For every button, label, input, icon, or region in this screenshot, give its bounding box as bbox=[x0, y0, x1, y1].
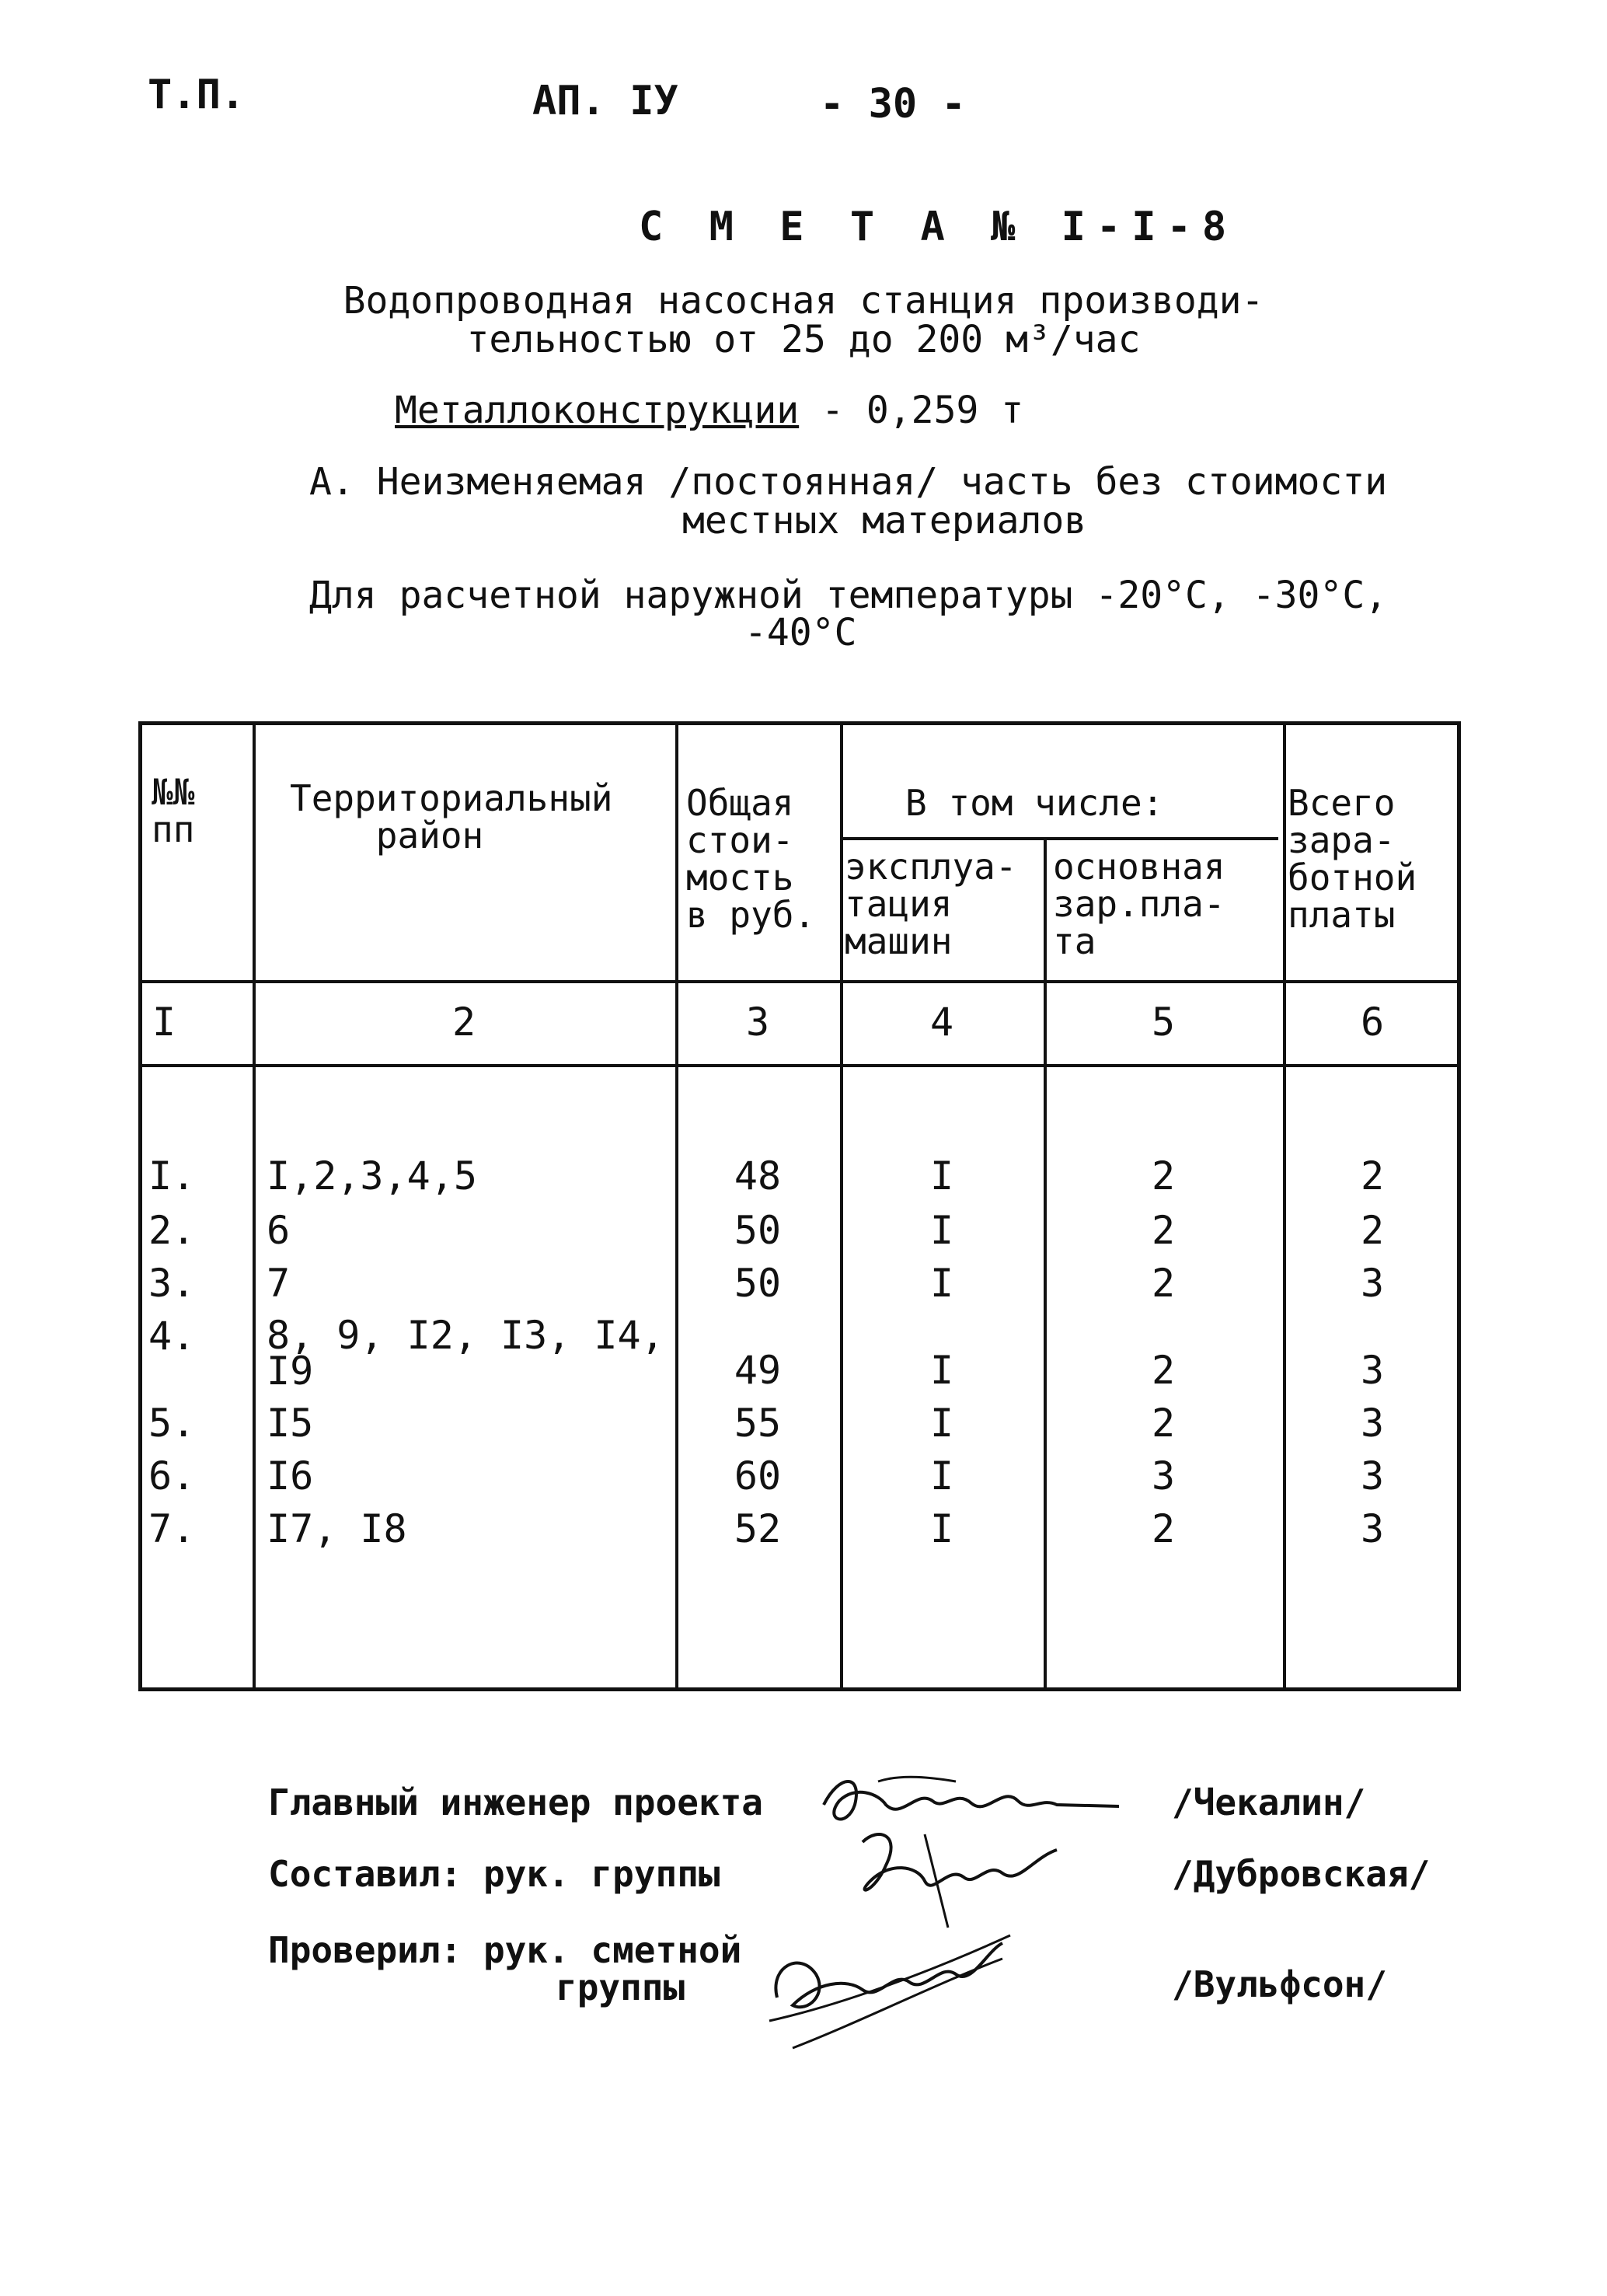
row-wages: 3 bbox=[1360, 1261, 1385, 1306]
row-region: I,2,3,4,5 bbox=[267, 1153, 477, 1199]
header-num: №№ пп bbox=[152, 771, 195, 850]
row-total: 50 bbox=[734, 1261, 782, 1306]
header-group-including: В том числе: bbox=[905, 782, 1164, 824]
col-number-6: 6 bbox=[1360, 1000, 1385, 1045]
subtitle-line-2: тельностью от 25 до 200 м³/час bbox=[466, 318, 1141, 361]
checked-by-label-1: Проверил: рук. сметной bbox=[268, 1929, 742, 1971]
header-total-wages: Всего зара- ботной платы bbox=[1288, 782, 1417, 936]
row-total: 55 bbox=[734, 1401, 782, 1446]
row-total: 48 bbox=[734, 1153, 782, 1199]
row-machines: I bbox=[929, 1453, 954, 1499]
row-region: 6 bbox=[267, 1208, 291, 1253]
row-total: 50 bbox=[734, 1208, 782, 1253]
row-total: 52 bbox=[734, 1506, 782, 1551]
row-wages: 2 bbox=[1360, 1153, 1385, 1199]
header-total-cost: Общая стои- мость в руб. bbox=[686, 782, 816, 936]
album-number: АП. IУ bbox=[532, 78, 678, 124]
row-machines: I bbox=[929, 1153, 954, 1199]
row-salary: 2 bbox=[1151, 1348, 1176, 1393]
row-region: I5 bbox=[267, 1401, 314, 1446]
chief-engineer-name: /Чекалин/ bbox=[1172, 1781, 1366, 1823]
row-num: 7. bbox=[148, 1506, 196, 1551]
row-wages: 3 bbox=[1360, 1348, 1385, 1393]
col-number-4: 4 bbox=[929, 1000, 954, 1045]
part-a-line-1: А. Неизменяемая /постоянная/ часть без стоимости bbox=[309, 460, 1388, 504]
row-total: 60 bbox=[734, 1453, 782, 1499]
row-salary: 2 bbox=[1151, 1261, 1176, 1306]
col-number-3: 3 bbox=[745, 1000, 770, 1045]
table-vline bbox=[1044, 837, 1047, 1687]
row-machines: I bbox=[929, 1506, 954, 1551]
page-number: - 30 - bbox=[820, 81, 966, 127]
row-wages: 3 bbox=[1360, 1401, 1385, 1446]
checked-by-label-2: группы bbox=[556, 1966, 685, 2008]
row-machines: I bbox=[929, 1208, 954, 1253]
row-region: I7, I8 bbox=[267, 1506, 407, 1551]
estimate-title: С М Е Т А № I-I-8 bbox=[639, 204, 1238, 250]
chief-engineer-label: Главный инженер проекта bbox=[268, 1781, 763, 1823]
row-wages: 3 bbox=[1360, 1506, 1385, 1551]
row-salary: 2 bbox=[1151, 1208, 1176, 1253]
row-machines: I bbox=[929, 1261, 954, 1306]
header-base-salary: основная зар.пла- та bbox=[1053, 846, 1225, 962]
row-num: 4. bbox=[148, 1314, 196, 1359]
doc-code-tp: Т.П. bbox=[148, 72, 246, 118]
col-number-2: 2 bbox=[451, 1000, 476, 1045]
temperature-line-2: -40°С bbox=[744, 611, 857, 654]
row-total: 49 bbox=[734, 1348, 782, 1393]
checked-by-name: /Вульфсон/ bbox=[1172, 1963, 1387, 2005]
row-machines: I bbox=[929, 1401, 954, 1446]
subtitle-line-1: Водопроводная насосная станция производи- bbox=[343, 279, 1264, 323]
row-wages: 2 bbox=[1360, 1208, 1385, 1253]
signature-checked-by bbox=[746, 1904, 1026, 2052]
row-num: 3. bbox=[148, 1261, 196, 1306]
header-region: Территориальный район bbox=[290, 777, 613, 857]
metal-label: Металлоконструкции bbox=[395, 389, 800, 432]
metal-value: - 0,259 т bbox=[821, 389, 1024, 432]
estimate-table bbox=[138, 721, 1461, 1691]
table-hline-header bbox=[142, 980, 1457, 983]
compiled-by-label: Составил: рук. группы bbox=[268, 1853, 720, 1895]
row-region: I6 bbox=[267, 1453, 314, 1499]
row-region: 8, 9, I2, I3, I4, I9 bbox=[267, 1313, 664, 1394]
row-wages: 3 bbox=[1360, 1453, 1385, 1499]
row-machines: I bbox=[929, 1348, 954, 1393]
table-hline-group bbox=[840, 837, 1278, 840]
metal-line bbox=[395, 389, 1023, 432]
row-salary: 2 bbox=[1151, 1401, 1176, 1446]
row-salary: 2 bbox=[1151, 1506, 1176, 1551]
row-salary: 3 bbox=[1151, 1453, 1176, 1499]
part-a-line-2: местных материалов bbox=[682, 499, 1087, 543]
table-vline bbox=[253, 725, 256, 1687]
temperature-line-1: Для расчетной наружной температуры -20°С, -30°С, bbox=[309, 574, 1388, 617]
row-num: I. bbox=[148, 1153, 196, 1199]
header-machines: эксплуа- тация машин bbox=[845, 846, 1017, 962]
row-num: 5. bbox=[148, 1401, 196, 1446]
compiled-by-name: /Дубровская/ bbox=[1172, 1853, 1431, 1895]
col-number-1: I bbox=[152, 1000, 176, 1045]
row-region: 7 bbox=[267, 1261, 291, 1306]
row-num: 6. bbox=[148, 1453, 196, 1499]
row-salary: 2 bbox=[1151, 1153, 1176, 1199]
table-hline-numbers bbox=[142, 1064, 1457, 1067]
col-number-5: 5 bbox=[1151, 1000, 1176, 1045]
row-num: 2. bbox=[148, 1208, 196, 1253]
